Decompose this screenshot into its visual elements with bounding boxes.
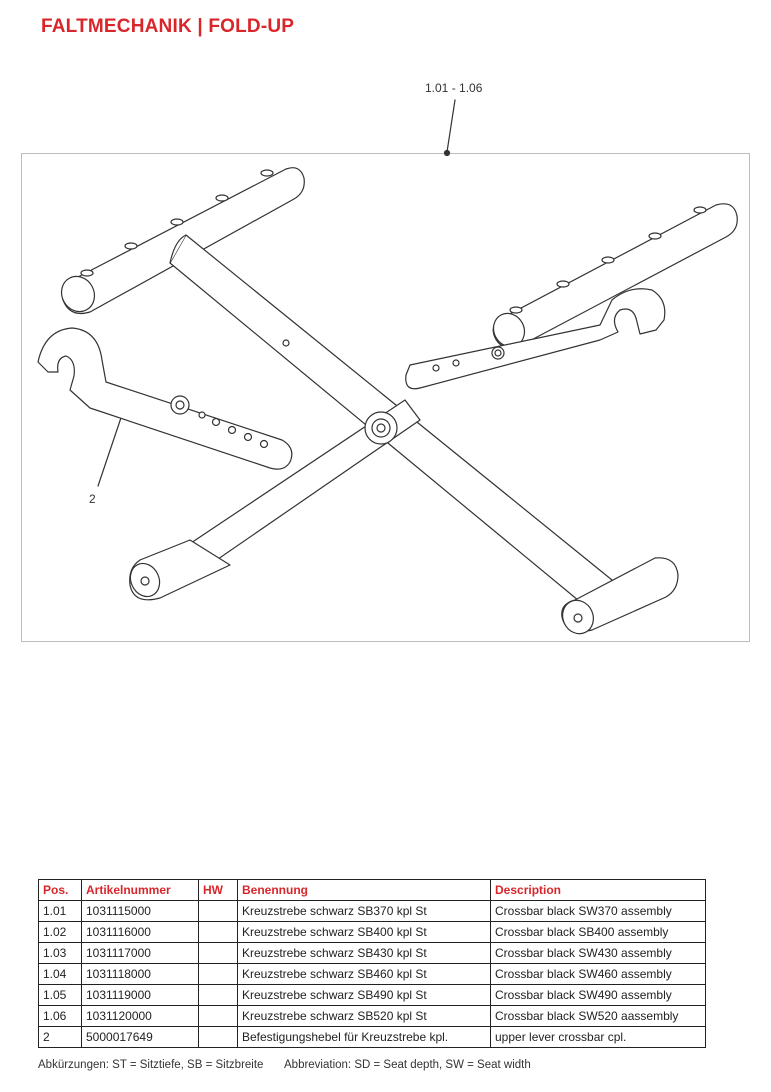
- col-article-number: Artikelnummer: [82, 880, 199, 901]
- cell-pos: 1.04: [39, 964, 82, 985]
- abbreviations-en: Abbreviation: SD = Seat depth, SW = Seat width: [284, 1059, 531, 1071]
- cell-hw: [199, 922, 238, 943]
- col-description: Description: [491, 880, 706, 901]
- table-row: [39, 943, 706, 964]
- cell-hw: [199, 943, 238, 964]
- table-row: [39, 1006, 706, 1027]
- cell-description: Crossbar black SW370 assembly: [491, 901, 706, 922]
- col-pos: Pos.: [39, 880, 82, 901]
- cell-article-number: 1031116000: [82, 922, 199, 943]
- cell-hw: [199, 901, 238, 922]
- cell-article-number: 1031117000: [82, 943, 199, 964]
- cell-benennung: Kreuzstrebe schwarz SB520 kpl St: [238, 1006, 491, 1027]
- callout-assembly-label: 1.01 - 1.06: [425, 81, 483, 95]
- table-row: [39, 1027, 706, 1048]
- cell-description: Crossbar black SW490 assembly: [491, 985, 706, 1006]
- cell-pos: 1.06: [39, 1006, 82, 1027]
- cell-description: Crossbar black SW460 assembly: [491, 964, 706, 985]
- cell-benennung: Kreuzstrebe schwarz SB370 kpl St: [238, 901, 491, 922]
- abbreviations-footer: [38, 1059, 549, 1071]
- cell-benennung: Kreuzstrebe schwarz SB430 kpl St: [238, 943, 491, 964]
- cell-article-number: 1031119000: [82, 985, 199, 1006]
- cell-article-number: 1031118000: [82, 964, 199, 985]
- callout-lever-label: 2: [89, 492, 96, 506]
- table-row: [39, 964, 706, 985]
- cell-pos: 1.03: [39, 943, 82, 964]
- page-title: FALTMECHANIK | FOLD-UP: [41, 16, 295, 37]
- table-row: [39, 985, 706, 1006]
- cell-pos: 2: [39, 1027, 82, 1048]
- cell-hw: [199, 1027, 238, 1048]
- cell-pos: 1.01: [39, 901, 82, 922]
- cell-hw: [199, 985, 238, 1006]
- cell-description: Crossbar black SW520 aassembly: [491, 1006, 706, 1027]
- cell-pos: 1.05: [39, 985, 82, 1006]
- cell-benennung: Kreuzstrebe schwarz SB460 kpl St: [238, 964, 491, 985]
- cell-hw: [199, 1006, 238, 1027]
- cell-article-number: 1031120000: [82, 1006, 199, 1027]
- abbreviations-de: Abkürzungen: ST = Sitztiefe, SB = Sitzbreite: [38, 1059, 264, 1071]
- parts-table: [38, 879, 706, 1048]
- cell-benennung: Kreuzstrebe schwarz SB400 kpl St: [238, 922, 491, 943]
- cell-description: Crossbar black SB400 assembly: [491, 922, 706, 943]
- col-benennung: Benennung: [238, 880, 491, 901]
- table-header-row: [39, 880, 706, 901]
- cell-description: upper lever crossbar cpl.: [491, 1027, 706, 1048]
- cell-article-number: 5000017649: [82, 1027, 199, 1048]
- cell-benennung: Befestigungshebel für Kreuzstrebe kpl.: [238, 1027, 491, 1048]
- cell-hw: [199, 964, 238, 985]
- pivot-joint: [365, 412, 397, 444]
- cell-description: Crossbar black SW430 assembly: [491, 943, 706, 964]
- cell-benennung: Kreuzstrebe schwarz SB490 kpl St: [238, 985, 491, 1006]
- table-row: [39, 901, 706, 922]
- table-row: [39, 922, 706, 943]
- cell-pos: 1.02: [39, 922, 82, 943]
- col-hw: HW: [199, 880, 238, 901]
- lever-left: [38, 328, 292, 469]
- cell-article-number: 1031115000: [82, 901, 199, 922]
